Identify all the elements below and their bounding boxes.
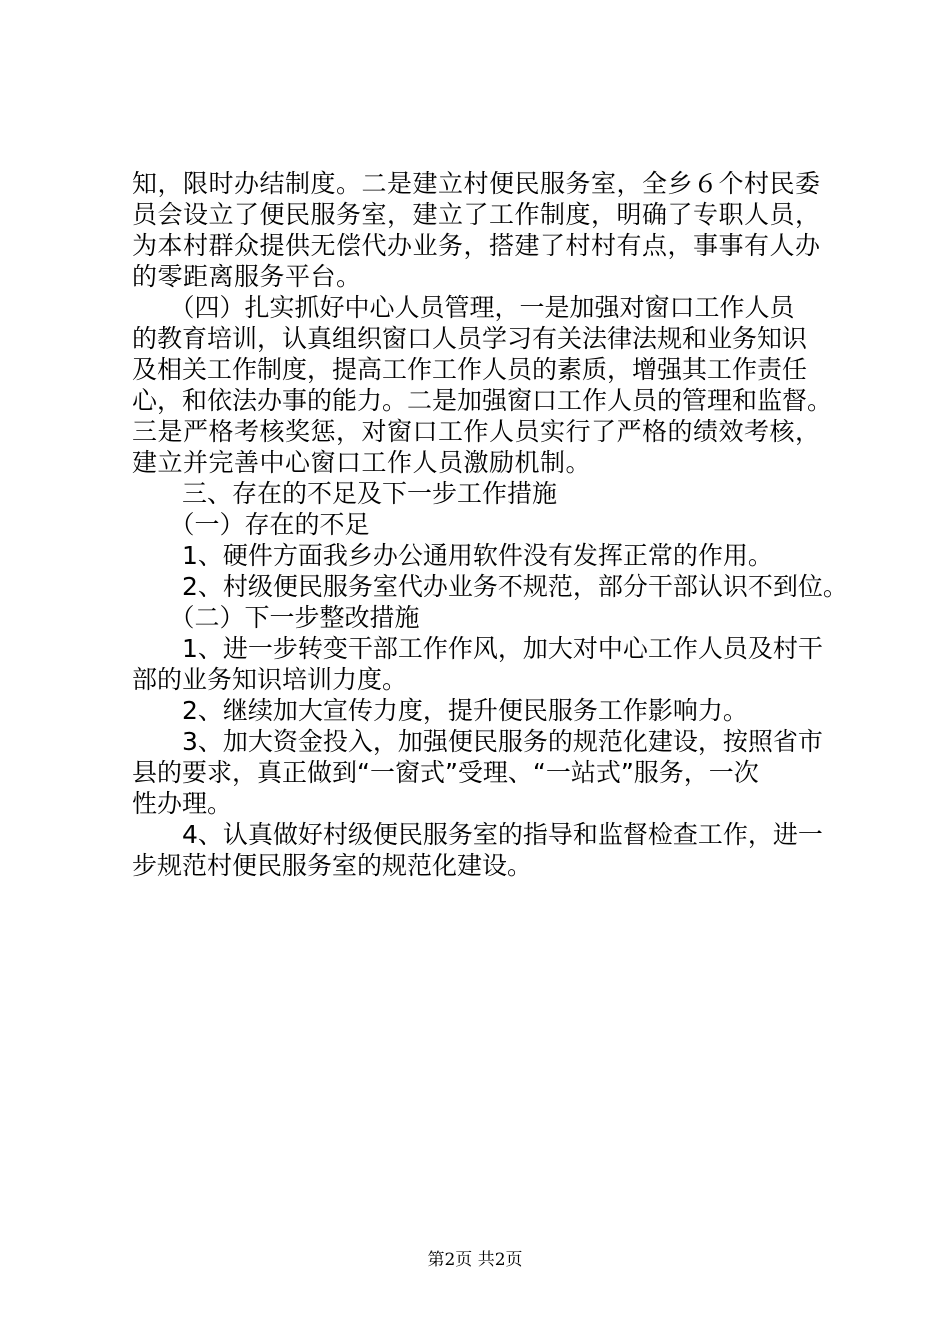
text-line: 员会设立了便民服务室，建立了工作制度，明确了专职人员， (132, 200, 821, 229)
subsection-heading: （二）下一步整改措施 (132, 603, 420, 632)
document-body (132, 168, 852, 881)
list-item: 1、进一步转变干部工作作风，加大对中心工作人员及村干 (132, 634, 823, 663)
text-line: 性办理。 (132, 789, 233, 818)
text-line: 步规范村便民服务室的规范化建设。 (132, 851, 533, 880)
text-line: 县的要求，真正做到“一窗式”受理、“一站式”服务，一次 (132, 758, 759, 787)
page-number: 第2页 共2页 (427, 1250, 523, 1270)
section-heading: 三、存在的不足及下一步工作措施 (132, 479, 558, 508)
text-line: 建立并完善中心窗口工作人员激励机制。 (132, 448, 592, 477)
text-line: 部的业务知识培训力度。 (132, 665, 408, 694)
text-line: 心，和依法办事的能力。二是加强窗口工作人员的管理和监督。 (132, 386, 833, 415)
text-line: （四）扎实抓好中心人员管理，一是加强对窗口工作人员 (132, 293, 795, 322)
list-item: 1、硬件方面我乡办公通用软件没有发挥正常的作用。 (132, 541, 773, 570)
text-line: 及相关工作制度，提高工作工作人员的素质，增强其工作责任 (132, 355, 808, 384)
text-line: 三是严格考核奖惩，对窗口工作人员实行了严格的绩效考核， (132, 417, 821, 446)
text-line: 知，限时办结制度。二是建立村便民服务室，全乡６个村民委 (132, 169, 821, 198)
list-item: 2、村级便民服务室代办业务不规范，部分干部认识不到位。 (132, 572, 848, 601)
list-item: 4、认真做好村级便民服务室的指导和监督检查工作，进一 (132, 820, 823, 849)
text-line: 为本村群众提供无偿代办业务，搭建了村村有点，事事有人办 (132, 231, 821, 260)
list-item: 2、继续加大宣传力度，提升便民服务工作影响力。 (132, 696, 748, 725)
text-line: 的零距离服务平台。 (132, 262, 362, 291)
list-item: 3、加大资金投入，加强便民服务的规范化建设，按照省市 (132, 727, 823, 756)
subsection-heading: （一）存在的不足 (132, 510, 370, 539)
text-line: 的教育培训，认真组织窗口人员学习有关法律法规和业务知识 (132, 324, 808, 353)
